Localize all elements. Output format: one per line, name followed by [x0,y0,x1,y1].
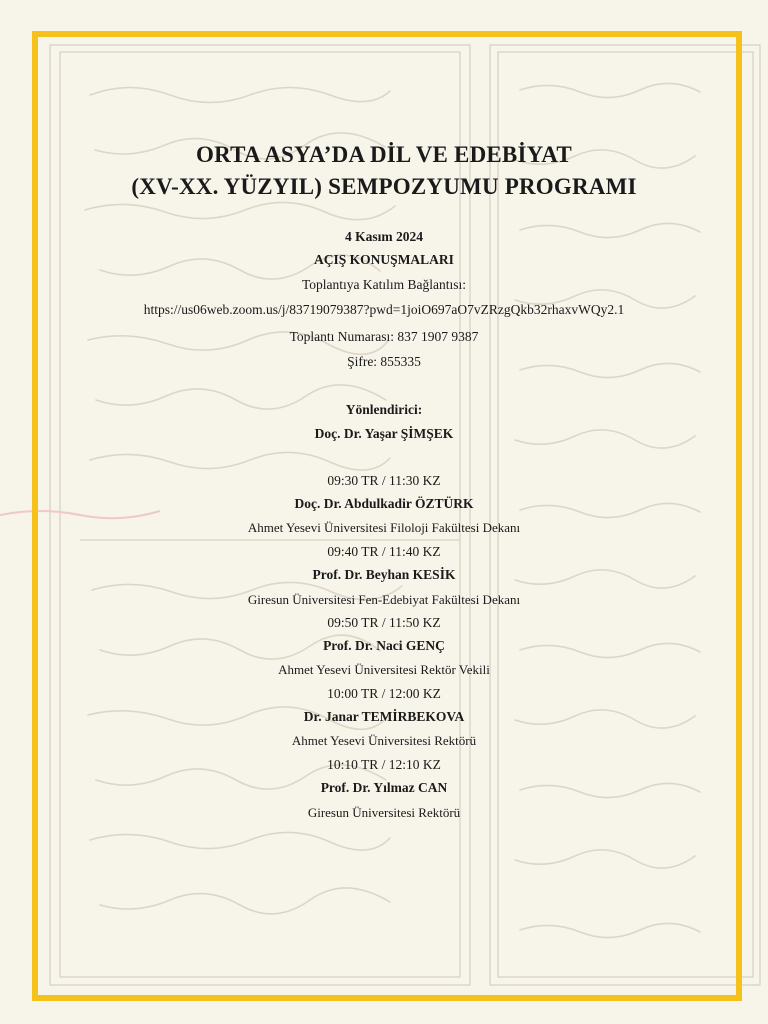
speaker-role: Giresun Üniversitesi Rektörü [307,805,461,820]
meeting-number: Toplantı Numarası: 837 1907 9387 [289,329,479,344]
speaker-name: Prof. Dr. Beyhan KESİK [312,567,456,582]
event-date: 4 Kasım 2024 [344,229,423,244]
speaker-name: Dr. Janar TEMİRBEKOVA [303,709,465,724]
speaker-name: Prof. Dr. Naci GENÇ [323,638,445,653]
speaker-role: Giresun Üniversitesi Fen-Edebiyat Fakültesi Dekanı [247,592,521,607]
moderator-label: Yönlendirici: [345,402,423,417]
speaker-time: 09:30 TR / 11:30 KZ [327,473,441,488]
speaker-time: 09:40 TR / 11:40 KZ [327,544,441,559]
speaker-time: 09:50 TR / 11:50 KZ [327,615,441,630]
moderator-name: Doç. Dr. Yaşar ŞİMŞEK [314,426,454,441]
zoom-link[interactable]: https://us06web.zoom.us/j/83719079387?pwd=1joiO697aO7vZRzgQkb32rhaxvWQy2.1 [143,302,625,317]
speaker-time: 10:00 TR / 12:00 KZ [327,686,441,701]
speaker-name: Doç. Dr. Abdulkadir ÖZTÜRK [294,496,474,511]
speaker-role: Ahmet Yesevi Üniversitesi Rektör Vekili [278,662,490,677]
link-label: Toplantıya Katılım Bağlantısı: [301,277,467,292]
speaker-name: Prof. Dr. Yılmaz CAN [320,780,448,795]
speaker-time: 10:10 TR / 12:10 KZ [327,757,441,772]
speaker-role: Ahmet Yesevi Üniversitesi Filoloji Fakültesi Dekanı [247,520,521,535]
title-line-2: (XV-XX. YÜZYIL) SEMPOZYUMU PROGRAMI [131,174,637,199]
meeting-password: Şifre: 855335 [347,354,421,369]
session-title: AÇIŞ KONUŞMALARI [314,252,454,267]
speaker-role: Ahmet Yesevi Üniversitesi Rektörü [291,733,477,748]
title-line-1: ORTA ASYA’DA DİL VE EDEBİYAT [196,142,572,167]
